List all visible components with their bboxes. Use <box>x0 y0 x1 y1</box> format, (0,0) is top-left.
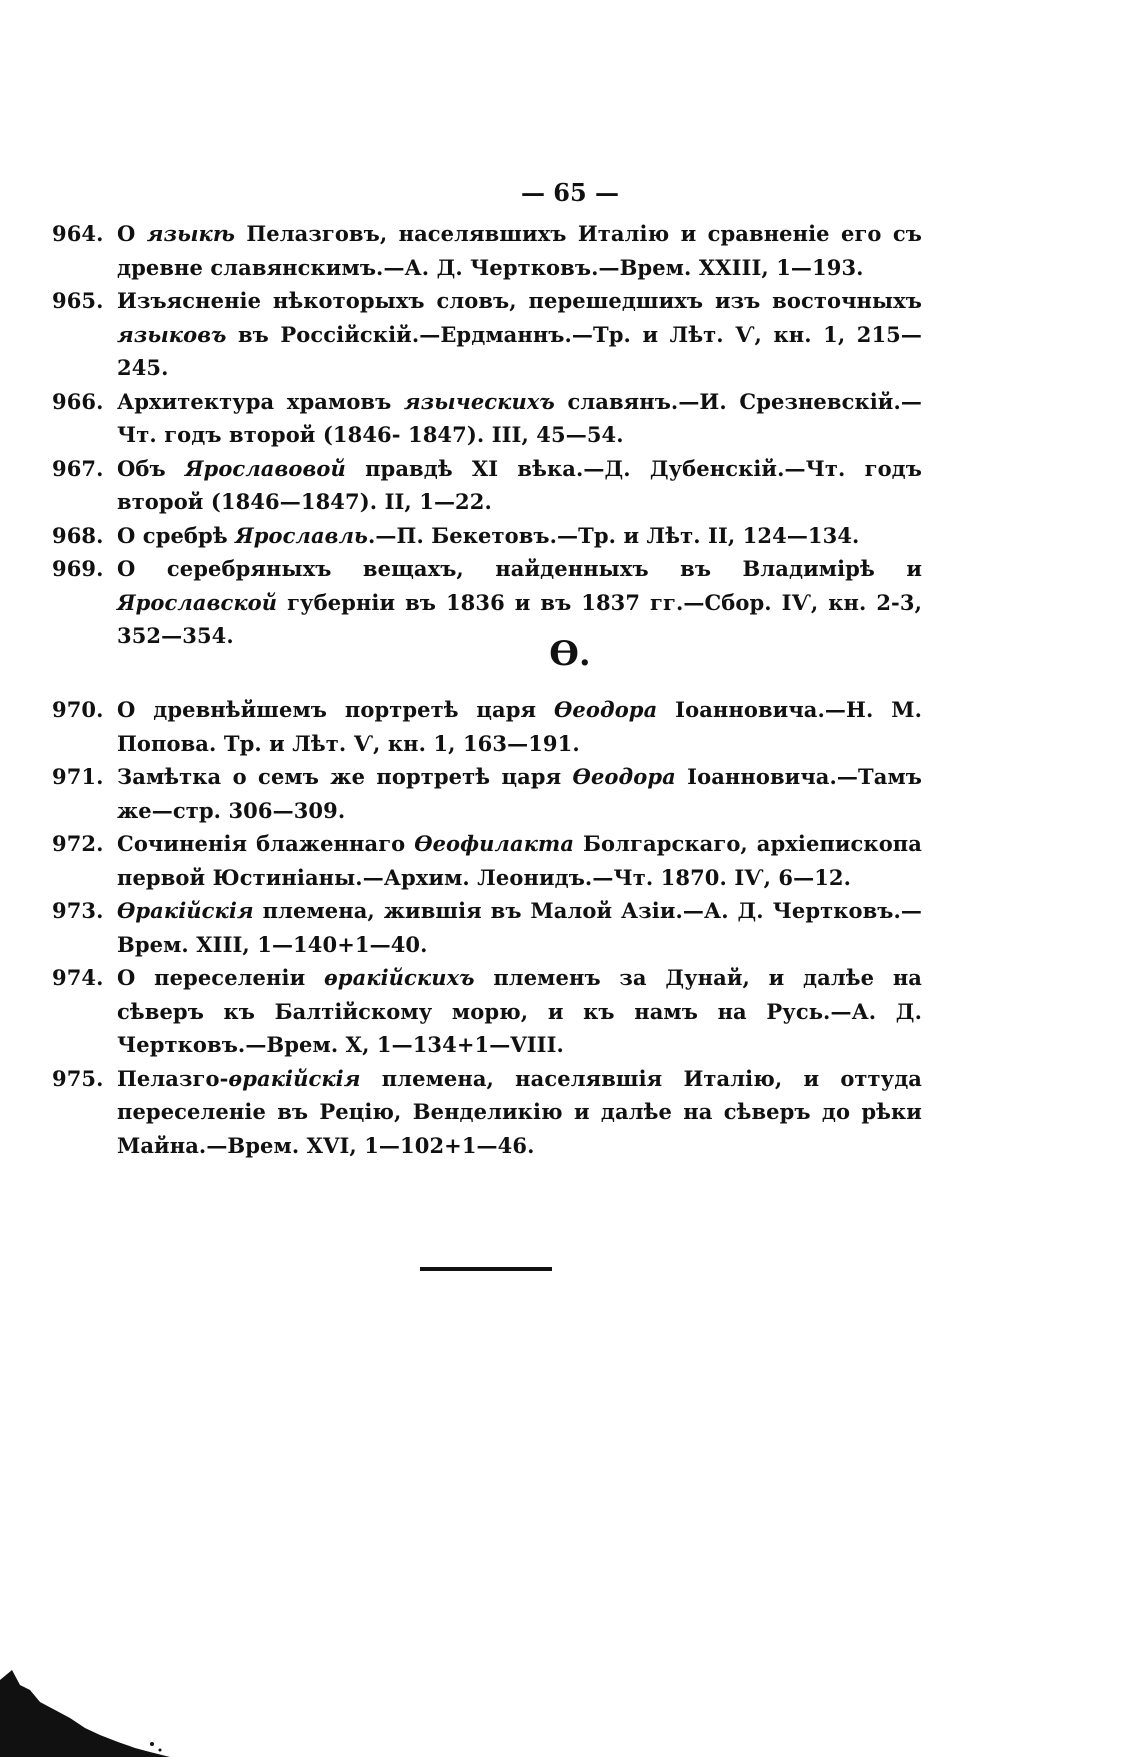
entry-number: 970. <box>52 697 104 722</box>
page-number: — 65 — <box>520 178 620 207</box>
entry-972 <box>52 827 922 894</box>
entry-number: 974. <box>52 965 104 990</box>
entry-974 <box>52 961 922 1062</box>
entry-964 <box>52 217 922 284</box>
entry-text: Сочиненія блаженнаго Ѳеофилакта Болгарскаго, архіепископа первой Юстиніаны.—Архим. Леонидъ.—Чт. 1870. IѴ, 6—12. <box>117 831 922 890</box>
entry-text: Изъясненіе нѣкоторыхъ словъ, перешедшихъ изъ восточныхъ языковъ въ Россійскій.—Ердманнъ.—Тр. и Лѣт. Ѵ, кн. 1, 215—245. <box>117 288 922 380</box>
entry-966 <box>52 385 922 452</box>
entry-967 <box>52 452 922 519</box>
entry-text: Ѳракійскія племена, жившія въ Малой Азіи.—А. Д. Чертковъ.—Врем. XIII, 1—140+1—40. <box>117 898 922 957</box>
entry-number: 966. <box>52 388 104 414</box>
entry-973 <box>52 894 922 961</box>
entry-text: Замѣтка о семъ же портретѣ царя Ѳеодора Іоанновича.—Тамъ же—стр. 306—309. <box>117 764 922 823</box>
entry-975 <box>52 1062 922 1163</box>
entry-number: 971. <box>52 764 104 789</box>
entry-text: О древнѣйшемъ портретѣ царя Ѳеодора Іоанновича.—Н. М. Попова. Тр. и Лѣт. Ѵ, кн. 1, 163—191. <box>117 697 922 756</box>
entry-number: 967. <box>52 455 104 481</box>
entry-text: Архитектура храмовъ языческихъ славянъ.—И. Срезневскій.—Чт. годъ второй (1846- 1847). III, 45—54. <box>117 388 922 447</box>
entry-number: 972. <box>52 831 104 856</box>
entry-number: 964. <box>52 221 104 246</box>
entry-text: О языкѣ Пелазговъ, населявшихъ Италію и сравненіе его съ древне славянскимъ.—А. Д. Чертковъ.—Врем. XXIII, 1—193. <box>117 221 922 280</box>
entry-968 <box>52 519 922 553</box>
entry-text: О сребрѣ Ярославль.—П. Бекетовъ.—Тр. и Лѣт. II, 124—134. <box>117 522 860 548</box>
entry-number: 968. <box>52 522 104 548</box>
entry-number: 975. <box>52 1065 104 1091</box>
entry-number: 969. <box>52 556 104 581</box>
entry-text: О переселеніи ѳракійскихъ племенъ за Дунай, и далѣе на сѣверъ къ Балтійскому морю, и къ намъ на Русь.—А. Д. Чертковъ.—Врем. X, 1—134+1—VIII. <box>117 965 922 1057</box>
entries-list-one <box>52 217 922 653</box>
entry-text: О серебряныхъ вещахъ, найденныхъ въ Владимірѣ и Ярославской губерніи въ 1836 и въ 1837 гг.—Сбор. IѴ, кн. 2-3, 352—354. <box>117 556 922 648</box>
entry-970 <box>52 693 922 760</box>
entry-965 <box>52 284 922 385</box>
entry-number: 965. <box>52 288 104 313</box>
letter-heading: Ѳ. <box>549 634 591 674</box>
entry-971 <box>52 760 922 827</box>
entry-text: Пелазго-ѳракійскія племена, населявшія Италію, и оттуда переселеніе въ Рецію, Венделикію и далѣе на сѣверъ до рѣки Майна.—Врем. XVI, 1—102+1—46. <box>117 1065 922 1158</box>
corner-ink-smudge <box>0 1640 170 1757</box>
entry-number: 973. <box>52 898 104 923</box>
closing-rule <box>420 1267 552 1271</box>
entries-list-two <box>52 693 922 1162</box>
entry-text: Объ Ярославовой правдѣ XI вѣка.—Д. Дубенскій.—Чт. годъ второй (1846—1847). II, 1—22. <box>117 455 922 514</box>
